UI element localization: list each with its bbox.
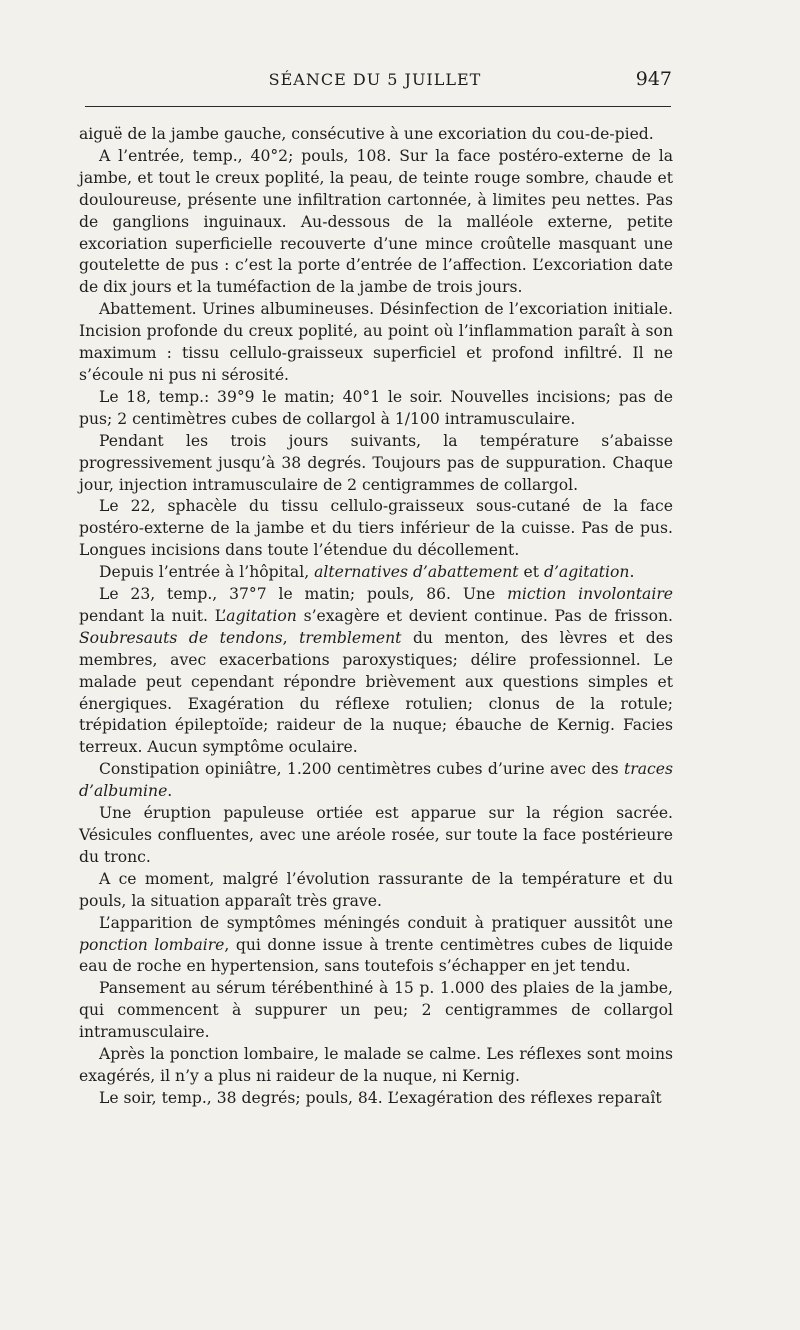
paragraph-13 <box>79 978 673 1044</box>
italic-run: ponction lombaire <box>79 935 225 954</box>
text-run: . <box>629 563 635 582</box>
text-run: A ce moment, malgré l’évolution rassurante de la température et du pouls, la situation apparaît très grave. <box>79 869 673 910</box>
italic-run: Soubresauts de tendons <box>79 628 283 647</box>
text-run: et <box>518 563 544 582</box>
text-run: Pendant les trois jours suivants, la température s’abaisse progressivement jusqu’à 38 degrés. Toujours pas de suppuration. Chaque jour, injection intramusculaire de 2 centigrammes de collargol. <box>79 431 673 494</box>
text-run: du menton, des lèvres et des membres, avec exacerbations paroxystiques; délire professionnel. Le malade peut cependant répondre brièvement aux questions simples et énergiques. Exagération du réflexe rotulien; clonus de la rotule; trépidation épileptoïde; raideur de la nuque; ébauche de Kernig. Facies terreux. Aucun symptôme oculaire. <box>79 628 674 757</box>
paragraph-7 <box>79 562 673 584</box>
italic-run: alternatives d’abattement <box>314 563 519 582</box>
paragraph-9 <box>79 759 673 803</box>
text-run: L’apparition de symptômes méningés conduit à pratiquer aussitôt une <box>99 913 673 932</box>
paragraph-10 <box>79 803 673 869</box>
paragraph-14 <box>79 1044 673 1088</box>
text-run: Le 22, sphacèle du tissu cellulo-graisseux sous-cutané de la face postéro-externe de la jambe et du tiers inférieur de la cuisse. Pas de pus. Longues incisions dans toute l’étendue du décollement. <box>79 497 673 560</box>
text-run: A l’entrée, temp., 40°2; pouls, 108. Sur la face postéro-externe de la jambe, et tout le creux poplité, la peau, de teinte rouge sombre, chaude et douloureuse, présente une infiltration cartonnée, à limites peu nettes. Pas de ganglions inguinaux. Au-dessous de la malléole externe, petite excoriation superficielle recouverte d’une mince croûtelle masquant une goutelette de pus : c’est la porte d’entrée de l’affection. L’excoriation date de dix jours et la tuméfaction de la jambe de trois jours. <box>79 146 673 297</box>
body-text <box>79 124 673 1110</box>
text-run: Abattement. Urines albumineuses. Désinfection de l’excoriation initiale. Incision profonde du creux poplité, au point où l’inflammation paraît à son maximum : tissu cellulo-graisseux superficiel et profond infiltré. Il ne s’écoule ni pus ni sérosité. <box>79 300 673 384</box>
italic-run: traces d’albumine <box>79 760 673 801</box>
text-run: Le soir, temp., 38 degrés; pouls, 84. L’exagération des réflexes reparaît <box>99 1088 662 1107</box>
text-run: Depuis l’entrée à l’hôpital, <box>99 563 315 582</box>
paragraph-3 <box>79 299 673 387</box>
paragraph-2 <box>79 146 673 299</box>
paragraph-4 <box>79 387 673 431</box>
text-run: aiguë de la jambe gauche, consécutive à une excoriation du cou-de-pied. <box>79 125 654 143</box>
text-run: s’exagère et devient continue. Pas de frisson. <box>296 606 673 625</box>
header-rule <box>85 106 671 107</box>
text-run: Le 18, temp.: 39°9 le matin; 40°1 le soir. Nouvelles incisions; pas de pus; 2 centimètres cubes de collargol à 1/100 intramusculaire. <box>79 387 673 428</box>
paragraph-6 <box>79 496 673 562</box>
paragraph-12 <box>79 913 673 979</box>
page-number: 947 <box>635 68 672 90</box>
text-run: . <box>167 782 173 801</box>
running-title: SÉANCE DU 5 JUILLET <box>268 70 482 89</box>
running-head <box>78 70 672 100</box>
italic-run: d’agitation <box>543 563 630 582</box>
paragraph-15 <box>79 1088 673 1110</box>
text-run: Pansement au sérum térébenthiné à 15 p. 1.000 des plaies de la jambe, qui commencent à suppurer un peu; 2 centigrammes de collargol intramusculaire. <box>79 979 673 1042</box>
italic-run: agitation <box>226 606 297 625</box>
text-run: Le 23, temp., 37°7 le matin; pouls, 86. Une <box>99 585 508 604</box>
text-run: Après la ponction lombaire, le malade se calme. Les réflexes sont moins exagérés, il n’y a plus ni raideur de la nuque, ni Kernig. <box>79 1045 673 1085</box>
paragraph-11 <box>79 869 673 913</box>
text-run: , qui donne issue à trente centimètres cubes de liquide eau de roche en hypertension, sans toutefois s’échapper en jet tendu. <box>79 935 673 976</box>
paragraph-5 <box>79 431 673 497</box>
italic-run: miction involontaire <box>507 585 674 604</box>
text-run: Constipation opiniâtre, 1.200 centimètres cubes d’urine avec des <box>99 760 625 779</box>
paragraph-8 <box>79 584 673 759</box>
text-run: , <box>282 628 300 647</box>
text-run: pendant la nuit. L’ <box>79 606 227 625</box>
paragraph-1 <box>79 124 673 146</box>
italic-run: tremblement <box>299 628 402 647</box>
text-run: Une éruption papuleuse ortiée est apparue sur la région sacrée. Vésicules confluentes, avec une aréole rosée, sur toute la face postérieure du tronc. <box>79 804 673 866</box>
